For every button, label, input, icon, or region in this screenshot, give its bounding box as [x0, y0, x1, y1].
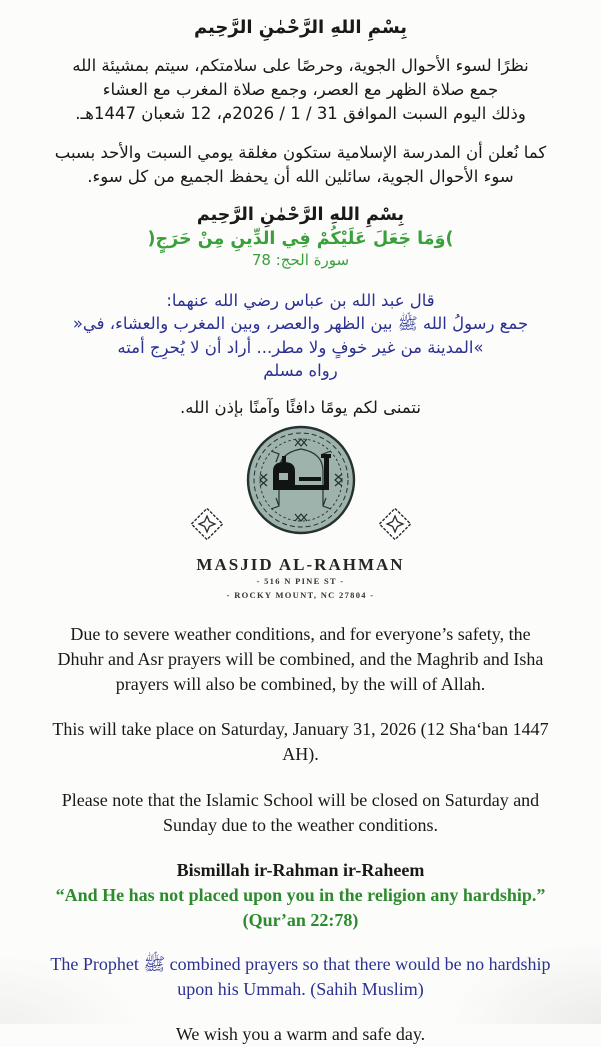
hadith-narrator-line: قال عبد الله بن عباس رضي الله عنهما:	[166, 290, 435, 310]
english-weather-paragraph: Due to severe weather conditions, and for everyone’s safety, the Dhuhr and Asr prayers will be combined, and the Maghrib and Isha prayers will also be combined, by the will of Allah.	[57, 623, 544, 695]
masjid-logo-emblem	[183, 423, 419, 549]
arabic-closing-wish: نتمنى لكم يومًا دافئًا وآمنًا بإذن الله.	[180, 398, 421, 418]
hadith-line-2-text: جمع رسولُ الله ﷺ بين الظهر والعصر، وبين المغرب والعشاء، في	[82, 314, 529, 334]
bismillah-english: Bismillah ir-Rahman ir-Raheem	[176, 860, 425, 880]
english-school-paragraph: Please note that the Islamic School will be closed on Saturday and Sunday due to the weather conditions.	[61, 789, 540, 835]
hadith-quote-mark-left: »	[72, 314, 83, 334]
arabic-school-line-2: سوء الأحوال الجوية، سائلين الله أن يحفظ الجميع من كل سوء.	[87, 166, 514, 186]
english-closing-wish: We wish you a warm and safe day.	[175, 1023, 426, 1044]
arabic-weather-line-2: جمع صلاة الظهر مع العصر، وجمع صلاة المغرب مع العشاء	[102, 80, 499, 100]
ornament-diamond-right	[379, 509, 410, 540]
hadith-line-3	[40, 336, 561, 359]
arabic-school-paragraph	[40, 141, 561, 189]
hadith-english: The Prophet ﷺ combined prayers so that there would be no hardship upon his Ummah. (Sahih Muslim)	[50, 953, 551, 999]
arabic-school-line-1: كما نُعلن أن المدرسة الإسلامية ستكون مغلقة يومي السبت والأحد بسبب	[54, 143, 547, 163]
quran-verse-arabic	[40, 227, 561, 252]
masjid-address-street: - 516 N PINE ST -	[256, 576, 345, 587]
hadith-line-2	[40, 312, 561, 335]
hadith-arabic	[40, 289, 561, 383]
masjid-logo-block	[40, 423, 561, 601]
ornament-diamond-left	[191, 509, 222, 540]
quran-quote-english: “And He has not placed upon you in the religion any hardship.” (Qur’an 22:78)	[55, 885, 546, 931]
english-date-paragraph: This will take place on Saturday, January 31, 2026 (12 Sha‘ban 1447 AH).	[52, 719, 549, 765]
verse-close-paren: (	[445, 228, 454, 249]
bismillah-arabic-second: بِسْمِ اللهِ الرَّحْمٰنِ الرَّحِيم	[196, 204, 405, 225]
masjid-name: MASJID AL-RAHMAN	[196, 555, 405, 575]
arabic-weather-paragraph	[40, 54, 561, 126]
arabic-weather-line-1: نظرًا لسوء الأحوال الجوية، وحرصًا على سلامتكم، سيتم بمشيئة الله	[72, 56, 529, 76]
verse-open-paren: )	[147, 228, 156, 249]
verse-text: وَمَا جَعَلَ عَلَيْكُمْ فِي الدِّينِ مِنْ حَرَجٍ	[155, 228, 446, 249]
hadith-source: رواه مسلم	[263, 360, 338, 380]
arabic-weather-line-3: وذلك اليوم السبت الموافق 31 / 1 / 2026م، 12 شعبان 1447هـ.	[75, 104, 526, 124]
quran-verse-reference: سورة الحج: 78	[251, 251, 350, 270]
hadith-line-3-text: المدينة من غير خوفٍ ولا مطر... أراد أن لا يُحرِج أمته	[117, 337, 474, 357]
bismillah-arabic-top: بِسْمِ اللهِ الرَّحْمٰنِ الرَّحِيم	[193, 17, 408, 38]
masjid-address-city: - ROCKY MOUNT, NC 27804 -	[226, 589, 375, 600]
hadith-quote-mark-right: «	[473, 337, 484, 357]
